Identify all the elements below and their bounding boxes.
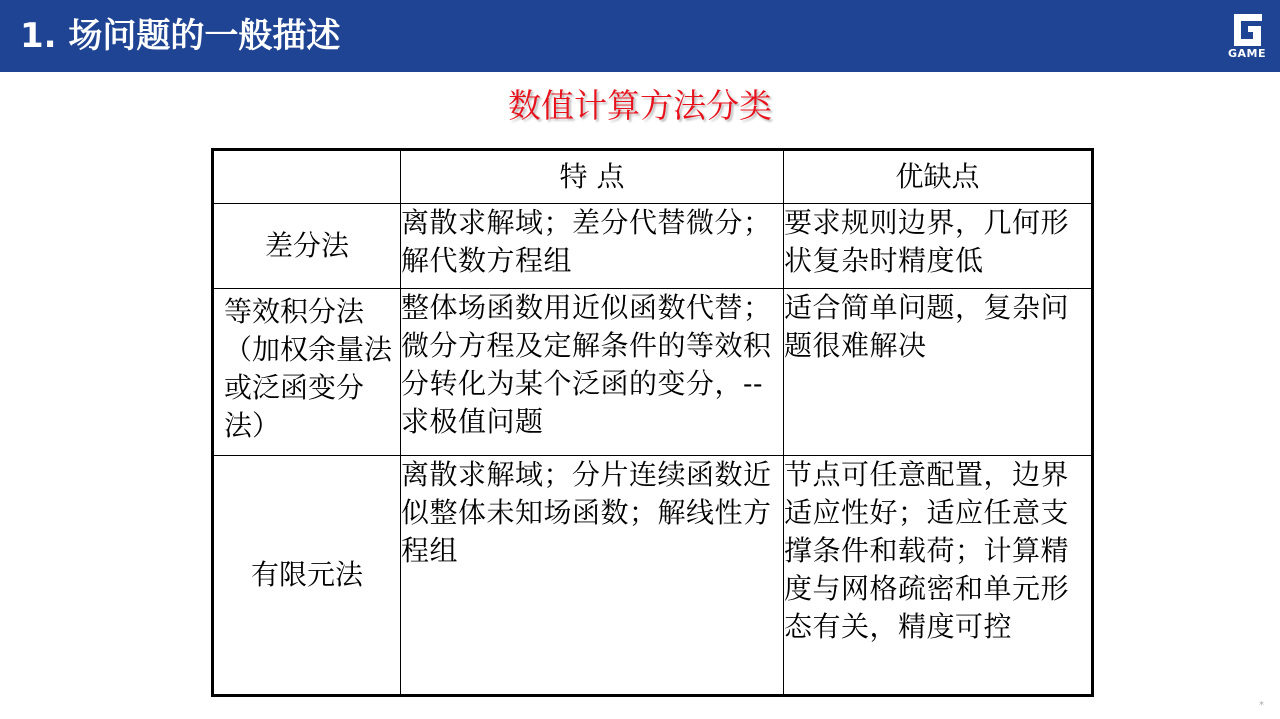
method-cell: 有限元法 bbox=[213, 456, 401, 696]
table-row bbox=[213, 289, 1093, 456]
features-cell: 离散求解域；差分代替微分；解代数方程组 bbox=[401, 204, 784, 289]
header-cell-pros-cons: 优缺点 bbox=[784, 150, 1093, 204]
game-logo-icon bbox=[1222, 12, 1272, 48]
method-cell: 差分法 bbox=[213, 204, 401, 289]
table-header-row bbox=[213, 150, 1093, 204]
methods-table bbox=[211, 148, 1094, 697]
features-cell: 离散求解域；分片连续函数近似整体未知场函数；解线性方程组 bbox=[401, 456, 784, 696]
logo-text: GAME bbox=[1227, 47, 1266, 60]
pros-cons-cell: 要求规则边界，几何形状复杂时精度低 bbox=[784, 204, 1093, 289]
game-logo bbox=[1222, 12, 1272, 60]
page-number-mark: * bbox=[1259, 700, 1264, 711]
table-row bbox=[213, 456, 1093, 696]
method-cell: 等效积分法（加权余量法或泛函变分法） bbox=[213, 289, 401, 456]
features-cell: 整体场函数用近似函数代替；微分方程及定解条件的等效积分转化为某个泛函的变分，--求极值问题 bbox=[401, 289, 784, 456]
pros-cons-cell: 适合简单问题，复杂问题很难解决 bbox=[784, 289, 1093, 456]
slide-title: 1. 场问题的一般描述 bbox=[20, 16, 341, 56]
header-bar bbox=[0, 0, 1280, 72]
pros-cons-cell: 节点可任意配置，边界适应性好；适应任意支撑条件和载荷；计算精度与网格疏密和单元形态有关，精度可控 bbox=[784, 456, 1093, 696]
header-cell-method bbox=[213, 150, 401, 204]
table-row bbox=[213, 204, 1093, 289]
header-cell-features: 特 点 bbox=[401, 150, 784, 204]
table-title: 数值计算方法分类 bbox=[508, 86, 772, 125]
